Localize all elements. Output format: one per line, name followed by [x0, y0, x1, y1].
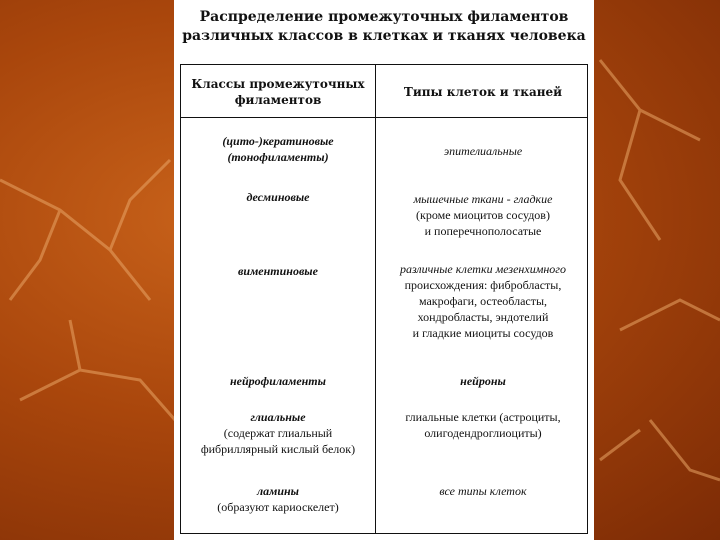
row-vimentin-tissue-line4: хондробласты, эндотелий — [417, 310, 549, 324]
row-lamin-tissue: все типы клеток — [439, 484, 527, 498]
row-keratin-class-line2: (тонофиламенты) — [227, 150, 329, 164]
row-desmin-tissue-line1: мышечные ткани - гладкие — [413, 192, 553, 206]
row-glial-tissue-line2: олигодендроглиоциты) — [424, 426, 542, 440]
header-classes — [181, 76, 375, 108]
row-desmin-class: десминовые — [246, 190, 310, 204]
row-glial-class — [181, 409, 375, 457]
row-lamin-class-line1: ламины — [256, 484, 300, 498]
row-keratin-class-line1: (цито-)кератиновые — [222, 134, 334, 148]
document-sheet — [174, 0, 594, 540]
page-title — [174, 8, 594, 46]
row-glial-tissue-line1: глиальные клетки (астроциты, — [405, 410, 561, 424]
title-line-2: различных классов в клетках и тканях человека — [182, 28, 586, 44]
row-neurofilament-class: нейрофиламенты — [230, 374, 326, 388]
row-vimentin-tissue-line3: макрофаги, остеобласты, — [418, 294, 548, 308]
row-keratin-class — [181, 133, 375, 165]
row-vimentin-tissue-line2: происхождения: фибробласты, — [404, 278, 562, 292]
row-vimentin-tissue-line1: различные клетки мезенхимного — [400, 262, 566, 276]
row-desmin-tissue-line3: и поперечнополосатые — [424, 224, 542, 238]
row-vimentin-tissue — [377, 261, 589, 341]
row-neurofilament-tissue: нейроны — [460, 374, 506, 388]
row-glial-class-line1: глиальные — [250, 410, 306, 424]
row-vimentin-tissue-line5: и гладкие миоциты сосудов — [412, 326, 554, 340]
row-keratin-tissue: эпителиальные — [443, 144, 523, 158]
row-desmin-tissue — [377, 191, 589, 239]
row-vimentin-class: виментиновые — [238, 264, 318, 278]
header-divider — [181, 117, 587, 118]
header-classes-line1: Классы промежуточных — [191, 77, 365, 91]
filament-table — [180, 64, 588, 534]
row-glial-class-line3: фибриллярный кислый белок) — [200, 442, 356, 456]
row-glial-class-line2: (содержат глиальный — [223, 426, 333, 440]
header-classes-line2: филаментов — [234, 93, 322, 107]
row-lamin-class-line2: (образуют кариоскелет) — [217, 500, 339, 514]
row-lamin-class — [181, 483, 375, 515]
row-glial-tissue — [377, 409, 589, 441]
header-tissues: Типы клеток и тканей — [403, 85, 563, 99]
row-desmin-tissue-line2: (кроме миоцитов сосудов) — [416, 208, 550, 222]
title-line-1: Распределение промежуточных филаментов — [199, 9, 569, 25]
